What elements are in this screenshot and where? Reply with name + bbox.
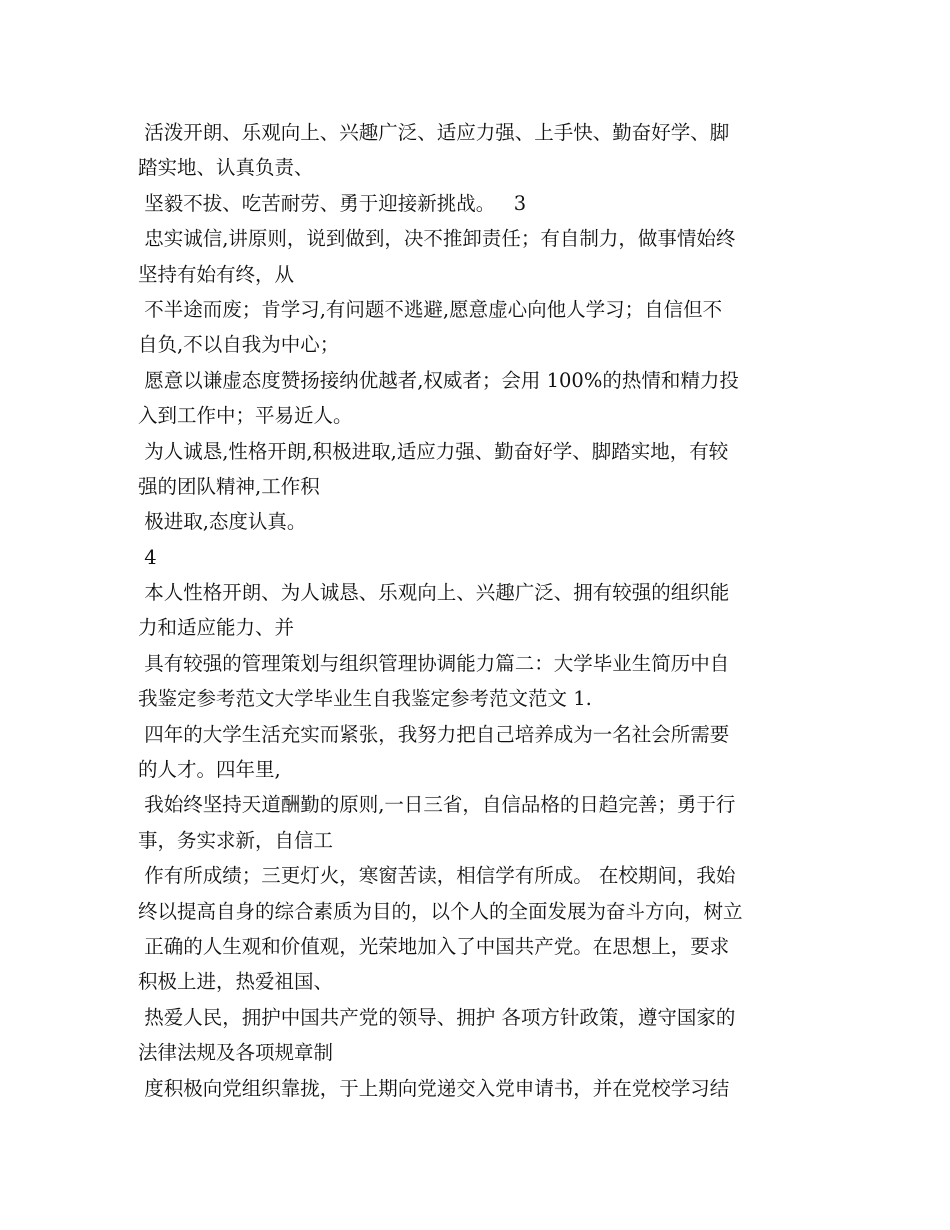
text-line: 忠实诚信,讲原则，说到做到，决不推卸责任；有自制力，做事情始终	[138, 227, 736, 251]
text-line: 作有所成绩；三更灯火，寒窗苦读，相信学有所成。 在校期间，我始	[138, 864, 736, 888]
document-body	[138, 115, 818, 1106]
text-line: 坚持有始有终，从	[138, 262, 295, 286]
text-line: 度积极向党组织靠拢，于上期向党递交入党申请书，并在党校学习结	[138, 1076, 730, 1100]
text-line: 正确的人生观和价值观，光荣地加入了中国共产党。在思想上，要求	[138, 934, 730, 958]
text-line: 我鉴定参考范文大学毕业生自我鉴定参考范文范文 1.	[138, 687, 592, 711]
text-line: 活泼开朗、乐观向上、兴趣广泛、适应力强、上手快、勤奋好学、脚	[138, 121, 730, 144]
text-line: 法律法规及各项规章制	[138, 1041, 334, 1065]
text-line: 极进取,态度认真。	[138, 510, 307, 534]
text-line: 具有较强的管理策划与组织管理协调能力篇二：大学毕业生简历中自	[138, 651, 730, 675]
text-line: 热爱人民，拥护中国共产党的领导、拥护 各项方针政策，遵守国家的	[138, 1005, 736, 1029]
text-line: 为人诚恳,性格开朗,积极进取,适应力强、勤奋好学、脚踏实地，有较	[138, 439, 729, 463]
text-line: 积极上进，热爱祖国、	[138, 970, 334, 994]
text-line: 力和适应能力、并	[138, 616, 295, 640]
text-line: 终以提高自身的综合素质为目的，以个人的全面发展为奋斗方向，树立	[138, 899, 743, 923]
page-number: 4	[138, 545, 157, 569]
text-line: 愿意以谦虚态度赞扬接纳优越者,权威者；会用 100%的热情和精力投	[138, 368, 739, 392]
text-line: 强的团队精神,工作积	[138, 474, 320, 498]
text-line: 本人性格开朗、为人诚恳、乐观向上、兴趣广泛、拥有较强的组织能	[138, 581, 730, 605]
text-line: 入到工作中；平易近人。	[138, 404, 353, 428]
text-line: 坚毅不拔、吃苦耐劳、勇于迎接新挑战。 3	[138, 191, 527, 215]
text-line: 事，务实求新，自信工	[138, 828, 334, 852]
text-line: 不半途而废；肯学习,有问题不逃避,愿意虚心向他人学习；自信但不	[138, 297, 723, 321]
text-line: 踏实地、认真负责、	[138, 156, 314, 180]
text-line: 我始终坚持天道酬勤的原则,一日三省，自信品格的日趋完善；勇于行	[138, 793, 736, 817]
text-line: 自负,不以自我为中心；	[138, 333, 340, 357]
text-line: 四年的大学生活充实而紧张，我努力把自己培养成为一名社会所需要	[138, 722, 730, 746]
text-line: 的人才。四年里,	[138, 758, 281, 782]
